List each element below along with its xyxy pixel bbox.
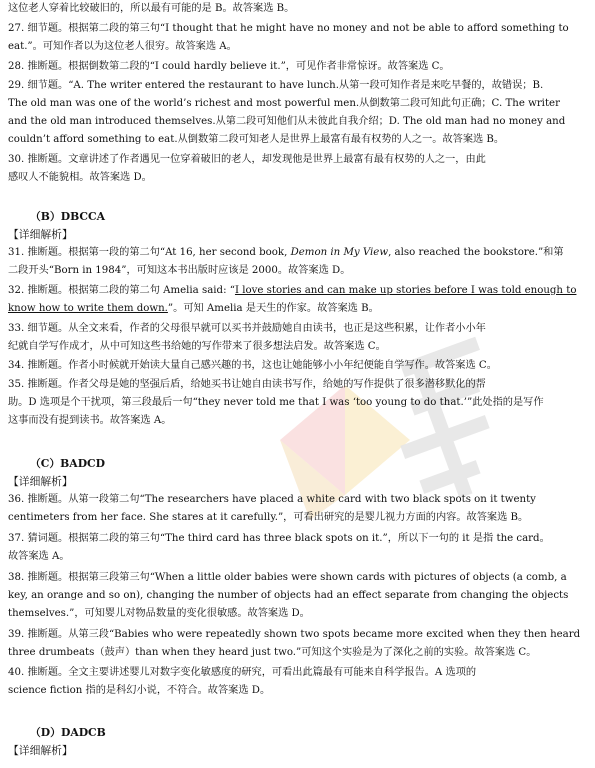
item-40-line2: science fiction 指的是科幻小说，不符合。故答案选 D。 [8,685,271,696]
item-27-line2: eat.”。可知作者以为这位老人很穷。故答案选 A。 [8,41,237,52]
item-30-line1: 30. 推断题。文章讲述了作者遇见一位穿着破旧的老人，却发现他是世界上最富有最有权势的人之一，由此 [8,154,486,165]
item-39-line1: 39. 推断题。从第三段“Babies who were repeatedly shown two spots became more excited when they then heard [8,629,581,640]
item-29-line1: 29. 细节题。“A. The writer entered the restaurant to have lunch.从第一段可知作者是来吃早餐的，故错误；B. [8,80,544,91]
item-30-line2: 感叹人不能貌相。故答案选 D。 [8,172,152,183]
item-29-line4: couldn’t afford something to eat.从倒数第二段可知老人是世界上最富有最有权势的人之一。故答案选 B。 [8,134,505,145]
section-d-subtitle: 【详细解析】 [8,744,73,757]
item-35-line2: 助。D 选项是个干扰项，第三段最后一句“they never told me that I was ‘too young to do that.’”此处指的是写作 [8,397,544,408]
item-31-line2: 二段开头“Born in 1984”，可知这本书出版时应该是 2000。故答案选 D。 [8,265,351,276]
item-36-line2: centimeters from her face. She stares at it carefully.”，可看出研究的是婴儿视力方面的内容。故答案选 B。 [8,512,529,523]
section-c-title: （C）BADCD [30,457,106,470]
section-d-title: （D）DADCB [30,726,106,739]
item-39-line2: three drumbeats（鼓声）than when they heard just two.”可知这个实验是为了深化之前的实验。故答案选 C。 [8,647,537,658]
item-34: 34. 推断题。作者小时候就开始读大量自己感兴趣的书，这也让她能够小小年纪便能自学写作。故答案选 C。 [8,360,497,371]
book-title: Demon in My View [290,247,389,258]
item-36-line1: 36. 推断题。从第一段第二句“The researchers have placed a white card with two black spots on it twenty [8,494,536,505]
item-40-line1: 40. 推断题。全文主要讲述婴儿对数字变化敏感度的研究，可看出此篇最有可能来自科学报告。A 选项的 [8,667,477,678]
text-line: 这位老人穿着比较破旧的，所以最有可能的是 B。故答案选 B。 [8,3,295,14]
item-33-line2: 纪就自学写作成才，从中可知这些书给她的写作带来了很多想法启发。故答案选 C。 [8,341,386,352]
section-b-title: （B）DBCCA [30,210,105,223]
section-b-subtitle: 【详细解析】 [8,228,73,241]
item-38-line3: themselves.”，可知婴儿对物品数量的变化很敏感。故答案选 D。 [8,608,310,619]
item-28: 28. 推断题。根据倒数第二段的“I could hardly believe it.”，可见作者非常惊讶。故答案选 C。 [8,61,450,72]
item-33-line1: 33. 细节题。从全文来看，作者的父母很早就可以买书并鼓励她自由读书，也正是这些积累，让作者小小年 [8,323,486,334]
item-29-line2: The old man was one of the world’s richest and most powerful men.从倒数第二段可知此句正确；C. The writer [8,98,560,109]
item-29-line3: and the old man introduced themselves.从第二段可知他们从未彼此自我介绍；D. The old man had no money and [8,116,566,127]
item-37-line1: 37. 猜词题。根据第二段的第三句“The third card has three black spots on it.”，所以下一句的 it 是指 the card。 [8,533,550,544]
item-35-line1: 35. 推断题。作者父母是她的坚强后盾，给她买书让她自由读书写作，给她的写作提供了很多潜移默化的帮 [8,379,486,390]
item-32-line1: 32. 推断题。根据第二段的第二句 Amelia said: “I love stories and can make up stories before I was told enough to [8,285,577,296]
item-27-line1: 27. 细节题。根据第二段的第三句“I thought that he might have no money and not be able to afford something to [8,23,569,34]
item-38-line1: 38. 推断题。根据第三段第三句“When a little older babies were shown cards with pictures of objects (a comb, a [8,572,567,583]
item-35-line3: 这事而没有提到读书。故答案选 A。 [8,415,172,426]
item-31-line1: 31. 推断题。根据第一段的第二句“At 16, her second book, Demon in My View, also reached the bookstore.”和第 [8,247,564,258]
item-38-line2: key, an orange and so on), changing the number of objects had an effect separate from changing the objects [8,590,569,601]
item-32-line2: know how to write them down.”。可知 Amelia 是天生的作家。故答案选 B。 [8,303,379,314]
section-c-subtitle: 【详细解析】 [8,475,73,488]
item-37-line2: 故答案选 A。 [8,551,70,562]
